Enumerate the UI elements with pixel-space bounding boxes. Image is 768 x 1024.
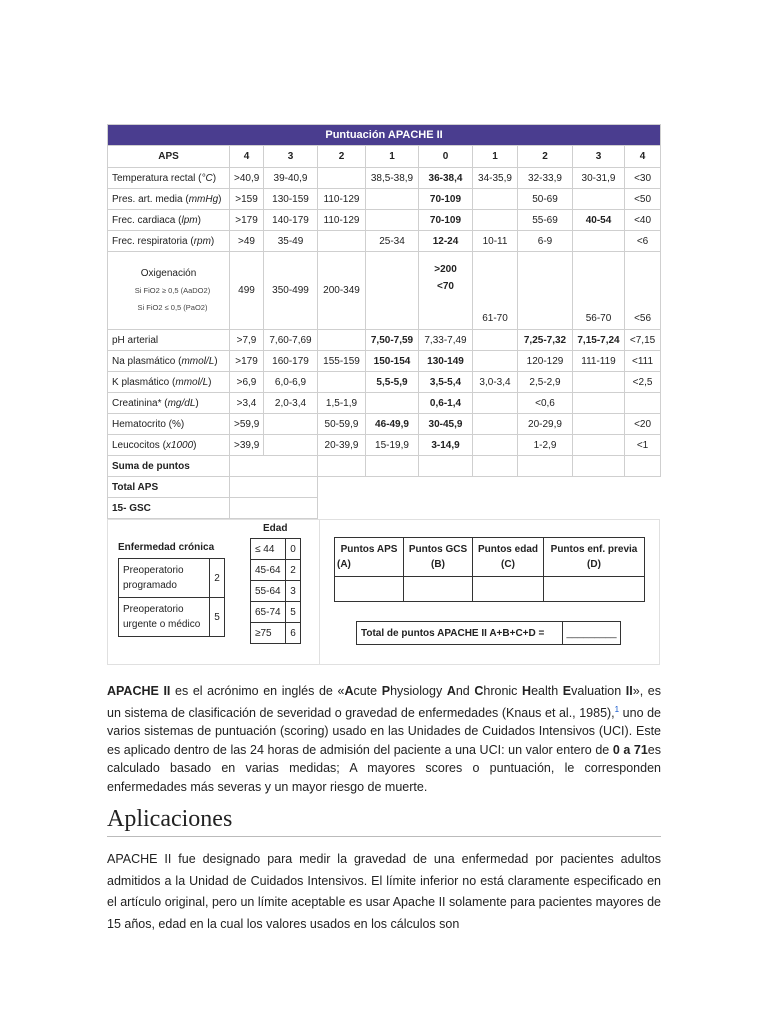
age-row bbox=[251, 539, 301, 560]
table-blank bbox=[318, 477, 661, 498]
table-cell bbox=[573, 189, 625, 210]
row-label-text: Pres. art. media ( bbox=[112, 193, 189, 205]
row-label-text: Leucocitos ( bbox=[112, 439, 166, 451]
table-cell: 39-40,9 bbox=[264, 168, 318, 189]
table-cell: 3,0-3,4 bbox=[473, 372, 518, 393]
table-cell: 120-129 bbox=[518, 351, 573, 372]
oxigenacion-sub2: Si FiO2 ≤ 0,5 (PaO2) bbox=[137, 303, 208, 312]
footer-label: Suma de puntos bbox=[108, 456, 230, 477]
row-label-unit: lpm bbox=[181, 214, 198, 226]
total-points-box bbox=[356, 621, 621, 645]
points-header-row bbox=[335, 538, 645, 577]
table-cell: 30-31,9 bbox=[573, 168, 625, 189]
header-cell: 2 bbox=[518, 146, 573, 168]
row-label bbox=[108, 210, 230, 231]
row-label bbox=[108, 330, 230, 351]
table-cell bbox=[473, 330, 518, 351]
table-cell: 111-119 bbox=[573, 351, 625, 372]
age-value: 5 bbox=[286, 602, 301, 623]
age-range: ≥75 bbox=[251, 623, 286, 644]
reference-link[interactable]: 1 bbox=[614, 704, 620, 714]
table-cell bbox=[473, 351, 518, 372]
row-label-text: ) bbox=[218, 193, 222, 205]
table-cell: 3,5-5,4 bbox=[419, 372, 473, 393]
age-title: Edad bbox=[263, 523, 288, 534]
oxigenacion-sub1: Si FiO2 ≥ 0,5 (AaDO2) bbox=[134, 286, 211, 295]
row-label-text: ) bbox=[195, 397, 199, 409]
table-row bbox=[108, 435, 661, 456]
acronym-letter: II bbox=[625, 684, 633, 698]
intro-text: », es un sistema de clasificación de severidad o gravedad de enfermedades (Knaus et al., 1985), bbox=[107, 684, 661, 720]
points-header-l1: Puntos GCS bbox=[408, 544, 468, 555]
table-cell bbox=[573, 414, 625, 435]
table-cell: 50-69 bbox=[518, 189, 573, 210]
table-cell bbox=[573, 435, 625, 456]
table-cell: 499 bbox=[230, 252, 264, 330]
header-cell: 2 bbox=[318, 146, 366, 168]
table-cell bbox=[473, 456, 518, 477]
row-label bbox=[108, 393, 230, 414]
points-header bbox=[404, 538, 473, 577]
table-cell bbox=[625, 393, 661, 414]
acronym-rest: valuation bbox=[571, 684, 626, 698]
table-cell: 150-154 bbox=[366, 351, 419, 372]
table-cell: 6,0-6,9 bbox=[264, 372, 318, 393]
table-cell bbox=[473, 414, 518, 435]
row-label-text: ) bbox=[193, 439, 197, 451]
table-cell bbox=[419, 456, 473, 477]
table-cell: 350-499 bbox=[264, 252, 318, 330]
table-cell: 2,5-2,9 bbox=[518, 372, 573, 393]
table-cell: 12-24 bbox=[419, 231, 473, 252]
table-cell: 160-179 bbox=[264, 351, 318, 372]
chronic-label: Preoperatorio programado bbox=[119, 559, 210, 598]
row-label-text: ) bbox=[197, 214, 201, 226]
footer-label: Total APS bbox=[108, 477, 230, 498]
header-cell: 1 bbox=[473, 146, 518, 168]
table-cell: 38,5-38,9 bbox=[366, 168, 419, 189]
intro-text: es calculado basado en varias medidas; A mayores scores o puntuación, le corresponden enfermedades más severas y un mayor riesgo de muerte. bbox=[107, 742, 661, 794]
table-cell: 5,5-5,9 bbox=[366, 372, 419, 393]
table-cell: 15-19,9 bbox=[366, 435, 419, 456]
points-entry[interactable] bbox=[544, 577, 645, 602]
row-label-text: ) bbox=[212, 172, 217, 184]
table-cell bbox=[366, 210, 419, 231]
table-cell: >59,9 bbox=[230, 414, 264, 435]
row-label-text: Hematocrito (%) bbox=[112, 418, 185, 430]
table-cell bbox=[419, 252, 473, 330]
oxigenacion-c0a: >200 bbox=[434, 264, 457, 275]
age-value: 6 bbox=[286, 623, 301, 644]
age-row bbox=[251, 602, 301, 623]
table-cell: 70-109 bbox=[419, 210, 473, 231]
points-header-l1: Puntos APS bbox=[340, 544, 398, 555]
table-row bbox=[108, 330, 661, 351]
table-cell: 36-38,4 bbox=[419, 168, 473, 189]
table-cell: 50-59,9 bbox=[318, 414, 366, 435]
table-cell bbox=[473, 189, 518, 210]
divider bbox=[319, 520, 320, 664]
table-cell bbox=[366, 189, 419, 210]
table-cell: 46-49,9 bbox=[366, 414, 419, 435]
table-cell: 7,33-7,49 bbox=[419, 330, 473, 351]
table-row bbox=[108, 210, 661, 231]
chronic-label: Preoperatorio urgente o médico bbox=[119, 598, 210, 637]
table-cell: 0,6-1,4 bbox=[419, 393, 473, 414]
table-cell: 61-70 bbox=[473, 252, 518, 330]
header-cell: 4 bbox=[625, 146, 661, 168]
table-cell bbox=[318, 456, 366, 477]
header-cell: 3 bbox=[264, 146, 318, 168]
age-range: 65-74 bbox=[251, 602, 286, 623]
age-row bbox=[251, 623, 301, 644]
table-cell: 7,25-7,32 bbox=[518, 330, 573, 351]
table-cell: <7,15 bbox=[625, 330, 661, 351]
table-cell: 110-129 bbox=[318, 189, 366, 210]
table-cell bbox=[625, 456, 661, 477]
table-cell: <20 bbox=[625, 414, 661, 435]
table-header-row bbox=[108, 146, 661, 168]
table-cell bbox=[366, 252, 419, 330]
table-cell bbox=[518, 456, 573, 477]
table-cell: 40-54 bbox=[573, 210, 625, 231]
points-entry[interactable] bbox=[335, 577, 404, 602]
table-cell: 55-69 bbox=[518, 210, 573, 231]
table-cell bbox=[573, 456, 625, 477]
table-row bbox=[108, 351, 661, 372]
table-cell: <30 bbox=[625, 168, 661, 189]
row-label-text: ) bbox=[210, 235, 215, 247]
table-cell: 34-35,9 bbox=[473, 168, 518, 189]
table-cell bbox=[473, 435, 518, 456]
table-cell bbox=[230, 456, 318, 477]
table-cell bbox=[318, 330, 366, 351]
oxigenacion-label: Oxigenación bbox=[140, 268, 197, 279]
table-cell: >159 bbox=[230, 189, 264, 210]
table-cell bbox=[318, 231, 366, 252]
acronym-letter: P bbox=[381, 684, 391, 698]
table-cell: 1-2,9 bbox=[518, 435, 573, 456]
table-cell bbox=[230, 498, 318, 519]
age-value: 2 bbox=[286, 560, 301, 581]
points-entry-row bbox=[335, 577, 645, 602]
header-cell: APS bbox=[108, 146, 230, 168]
table-row bbox=[108, 231, 661, 252]
footer-label: 15- GSC bbox=[108, 498, 230, 519]
table-cell: <1 bbox=[625, 435, 661, 456]
table-cell: 110-129 bbox=[318, 210, 366, 231]
acronym-rest: nd bbox=[455, 684, 475, 698]
table-cell bbox=[473, 210, 518, 231]
row-label-text: Frec. respiratoria ( bbox=[112, 235, 194, 247]
header-cell: 0 bbox=[419, 146, 473, 168]
acronym-letter: H bbox=[522, 684, 532, 698]
row-label bbox=[108, 435, 230, 456]
table-cell: >179 bbox=[230, 351, 264, 372]
acronym-letter: A bbox=[446, 684, 456, 698]
table-row-oxigenacion bbox=[108, 252, 661, 330]
age-range: 55-64 bbox=[251, 581, 286, 602]
row-label-text: pH arterial bbox=[112, 334, 159, 346]
score-range: 0 a 71 bbox=[612, 742, 648, 757]
table-cell: 20-29,9 bbox=[518, 414, 573, 435]
table-cell: 130-159 bbox=[264, 189, 318, 210]
row-label-unit: mg/dL bbox=[167, 397, 196, 409]
table-cell: >7,9 bbox=[230, 330, 264, 351]
acronym-rest: ealth bbox=[531, 684, 563, 698]
header-cell: 3 bbox=[573, 146, 625, 168]
age-range: 45-64 bbox=[251, 560, 286, 581]
points-header-l2: (A) bbox=[337, 559, 351, 570]
acronym-letter: C bbox=[474, 684, 484, 698]
table-row-total-aps bbox=[108, 477, 661, 498]
row-label-text: ) bbox=[214, 355, 218, 367]
table-cell: 140-179 bbox=[264, 210, 318, 231]
table-cell bbox=[473, 393, 518, 414]
row-label-unit: mmol/L bbox=[181, 355, 215, 367]
table-cell bbox=[264, 435, 318, 456]
header-cell: 1 bbox=[366, 146, 419, 168]
acronym-rest: hysiology bbox=[390, 684, 447, 698]
acronym-rest: cute bbox=[353, 684, 382, 698]
table-cell: 30-45,9 bbox=[419, 414, 473, 435]
table-cell: >179 bbox=[230, 210, 264, 231]
chronic-value: 2 bbox=[210, 559, 225, 598]
table-cell: <2,5 bbox=[625, 372, 661, 393]
table-cell: 7,60-7,69 bbox=[264, 330, 318, 351]
table-cell bbox=[573, 372, 625, 393]
table-row-gsc bbox=[108, 498, 661, 519]
table-cell: >49 bbox=[230, 231, 264, 252]
table-cell: 6-9 bbox=[518, 231, 573, 252]
row-label-text: K plasmático ( bbox=[112, 376, 176, 388]
table-cell: >6,9 bbox=[230, 372, 264, 393]
row-label-text: Frec. cardiaca ( bbox=[112, 214, 182, 226]
row-label-unit: mmol/L bbox=[175, 376, 209, 388]
row-label bbox=[108, 372, 230, 393]
table-cell: 7,50-7,59 bbox=[366, 330, 419, 351]
chronic-value: 5 bbox=[210, 598, 225, 637]
chronic-title: Enfermedad crónica bbox=[118, 542, 215, 553]
table-cell: >40,9 bbox=[230, 168, 264, 189]
table-cell: <111 bbox=[625, 351, 661, 372]
table-body-b bbox=[108, 330, 661, 456]
table-cell: 2,0-3,4 bbox=[264, 393, 318, 414]
table-cell: 10-11 bbox=[473, 231, 518, 252]
table-cell bbox=[518, 252, 573, 330]
table-row bbox=[108, 372, 661, 393]
table-row-suma bbox=[108, 456, 661, 477]
age-row bbox=[251, 581, 301, 602]
age-value: 0 bbox=[286, 539, 301, 560]
table-cell: 1,5-1,9 bbox=[318, 393, 366, 414]
row-label bbox=[108, 351, 230, 372]
oxigenacion-label-cell bbox=[108, 252, 230, 330]
points-entry[interactable] bbox=[473, 577, 544, 602]
section-paragraph: APACHE II fue designado para medir la gravedad de una enfermedad por pacientes adultos admitidos a la Unidad de Cuidados Intensivos. El límite inferior no está claramente especificado en el artículo original, pero un límite aceptable es usar Apache II solamente para pacientes mayores de 15 años, edad en la cual los valores usados en los cálculos son bbox=[107, 852, 661, 931]
points-header bbox=[335, 538, 404, 577]
table-row bbox=[108, 393, 661, 414]
table-cell: 155-159 bbox=[318, 351, 366, 372]
table-cell bbox=[366, 393, 419, 414]
apache-table bbox=[107, 124, 661, 519]
table-body-a bbox=[108, 168, 661, 252]
table-cell: 130-149 bbox=[419, 351, 473, 372]
table-row bbox=[108, 414, 661, 435]
row-label bbox=[108, 168, 230, 189]
age-row bbox=[251, 560, 301, 581]
row-label-text: Temperatura rectal ( bbox=[112, 172, 202, 184]
row-label-unit: rpm bbox=[193, 235, 211, 247]
table-title: Puntuación APACHE II bbox=[108, 125, 661, 146]
age-range: ≤ 44 bbox=[251, 539, 286, 560]
table-cell: <40 bbox=[625, 210, 661, 231]
row-label-text: Creatinina* ( bbox=[112, 397, 168, 409]
table-cell bbox=[366, 456, 419, 477]
table-cell: 56-70 bbox=[573, 252, 625, 330]
intro-text: uno de varios sistemas de puntuación (scoring) usado en las Unidades de Cuidados Intensivos (UCI). Este es aplicado dentro de las 24 horas de admisión del paciente a una UCI: un valor entero de bbox=[107, 705, 661, 757]
chronic-row bbox=[119, 598, 225, 637]
table-cell bbox=[318, 168, 366, 189]
row-label bbox=[108, 414, 230, 435]
chronic-row bbox=[119, 559, 225, 598]
row-label-unit: x1000 bbox=[165, 439, 194, 451]
divider bbox=[659, 520, 660, 664]
age-value: 3 bbox=[286, 581, 301, 602]
divider bbox=[107, 520, 108, 664]
table-cell: <56 bbox=[625, 252, 661, 330]
points-header-l1: Puntos edad bbox=[477, 544, 538, 555]
total-points-value[interactable]: _________ bbox=[566, 627, 617, 639]
total-points-label: Total de puntos APACHE II A+B+C+D = bbox=[357, 622, 563, 644]
row-label-unit: °C bbox=[201, 172, 213, 184]
table-row bbox=[108, 189, 661, 210]
table-cell bbox=[573, 393, 625, 414]
table-cell bbox=[264, 414, 318, 435]
header-cell: 4 bbox=[230, 146, 264, 168]
intro-paragraph bbox=[107, 682, 661, 796]
table-cell: <0,6 bbox=[518, 393, 573, 414]
oxigenacion-c0b: <70 bbox=[437, 281, 454, 292]
points-header bbox=[473, 538, 544, 577]
points-header-l2: (B) bbox=[431, 559, 445, 570]
table-cell: 70-109 bbox=[419, 189, 473, 210]
table-cell: <50 bbox=[625, 189, 661, 210]
acronym-letter: A bbox=[344, 684, 354, 698]
table-cell: 25-34 bbox=[366, 231, 419, 252]
table-cell: 7,15-7,24 bbox=[573, 330, 625, 351]
section-heading: Aplicaciones bbox=[107, 806, 661, 837]
age-table bbox=[250, 538, 301, 644]
row-label bbox=[108, 189, 230, 210]
table-cell bbox=[230, 477, 318, 498]
points-table bbox=[334, 537, 645, 602]
table-cell bbox=[573, 231, 625, 252]
points-entry[interactable] bbox=[404, 577, 473, 602]
table-cell: 20-39,9 bbox=[318, 435, 366, 456]
row-label bbox=[108, 231, 230, 252]
table-cell: 35-49 bbox=[264, 231, 318, 252]
table-cell bbox=[318, 372, 366, 393]
table-cell: 3-14,9 bbox=[419, 435, 473, 456]
row-label-unit: mmHg bbox=[188, 193, 219, 205]
scoring-block bbox=[107, 519, 660, 665]
row-label-text: ) bbox=[208, 376, 212, 388]
acronym-letter: E bbox=[562, 684, 572, 698]
points-header bbox=[544, 538, 645, 577]
table-cell: <6 bbox=[625, 231, 661, 252]
table-blank bbox=[318, 498, 661, 519]
points-header-l1: Puntos enf. previa bbox=[550, 544, 638, 555]
intro-text: es el acrónimo en inglés de « bbox=[170, 684, 345, 698]
table-cell: 32-33,9 bbox=[518, 168, 573, 189]
points-header-l2: (C) bbox=[501, 559, 515, 570]
table-cell: 200-349 bbox=[318, 252, 366, 330]
chronic-table bbox=[118, 558, 225, 637]
table-row bbox=[108, 168, 661, 189]
table-cell: >39,9 bbox=[230, 435, 264, 456]
row-label-text: Na plasmático ( bbox=[112, 355, 182, 367]
points-header-l2: (D) bbox=[587, 559, 601, 570]
acronym-rest: hronic bbox=[483, 684, 523, 698]
intro-lead: APACHE II bbox=[107, 684, 171, 698]
table-cell: >3,4 bbox=[230, 393, 264, 414]
